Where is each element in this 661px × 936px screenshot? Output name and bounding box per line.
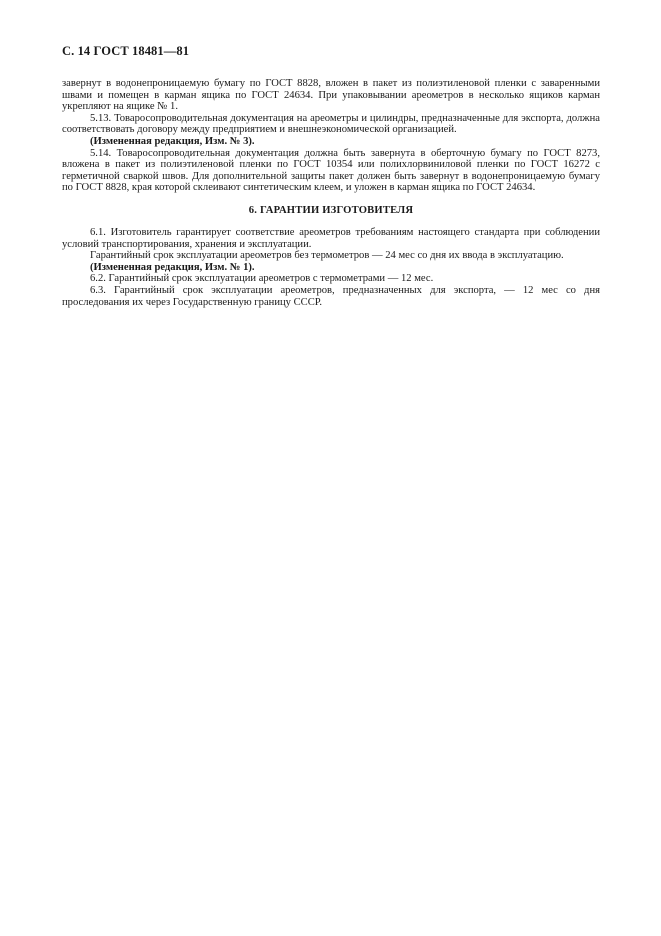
section-6-title: 6. ГАРАНТИИ ИЗГОТОВИТЕЛЯ bbox=[248, 204, 414, 216]
paragraph-6-1: 6.1. Изготовитель гарантирует соответствие ареометров требованиям настоящего стандарта при соблюдении условий транспортирования, хранения и эксплуатации. bbox=[62, 226, 600, 250]
paragraph-5-12-continuation: завернут в водонепроницаемую бумагу по ГОСТ 8828, вложен в пакет из полиэтиленовой пленки с заваренными швами и помещен в карман ящика по ГОСТ 24634. При упаковывании ареометров в несколько ящиков карман укрепляют на ящике № 1. bbox=[62, 78, 600, 113]
section-6-text bbox=[62, 227, 600, 308]
document-page bbox=[62, 44, 600, 308]
section-5-text bbox=[62, 78, 600, 194]
amendment-note-1: (Измененная редакция, Изм. № 1). bbox=[90, 261, 255, 273]
paragraph-6-2: 6.2. Гарантийный срок эксплуатации ареометров с термометрами — 12 мес. bbox=[90, 273, 434, 285]
amendment-note-3: (Измененная редакция, Изм. № 3). bbox=[90, 135, 255, 147]
page-header: С. 14 ГОСТ 18481—81 bbox=[62, 44, 190, 58]
paragraph-5-13: 5.13. Товаросопроводительная документация на ареометры и цилиндры, предназначенные для экспорта, должна соответствовать договору между предприятием и внешнеэкономической организацией. bbox=[62, 112, 600, 136]
paragraph-6-1-warranty: Гарантийный срок эксплуатации ареометров без термометров — 24 мес со дня их ввода в эксплуатацию. bbox=[90, 250, 564, 262]
paragraph-6-3: 6.3. Гарантийный срок эксплуатации ареометров, предназначенных для экспорта, — 12 мес со дня проследования их через Государственную границу СССР. bbox=[62, 284, 600, 308]
paragraph-5-14: 5.14. Товаросопроводительная документация должна быть завернута в оберточную бумагу по ГОСТ 8273, вложена в пакет из полиэтиленовой пленки по ГОСТ 10354 или полихлорвиниловой пленки по ГОСТ 16272 с герметичной сваркой швов. Для дополнительной защиты пакет должен быть завернут в водонепроницаемую бумагу по ГОСТ 8828, края которой склеивают синтетическим клеем, и уложен в карман ящика по ГОСТ 24634. bbox=[62, 147, 600, 194]
